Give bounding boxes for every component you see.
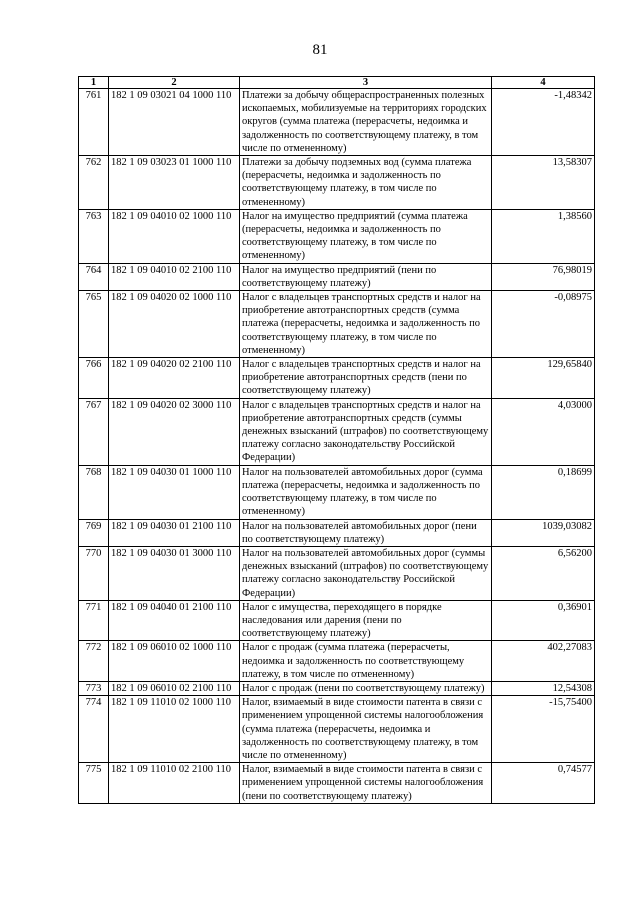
- row-code: 182 1 09 03023 01 1000 110: [109, 156, 240, 210]
- row-code: 182 1 09 04020 02 1000 110: [109, 291, 240, 358]
- row-amount: 12,54308: [492, 681, 595, 695]
- row-amount: 0,18699: [492, 465, 595, 519]
- row-description: Налог с продаж (пени по соответствующему платежу): [240, 681, 492, 695]
- row-number: 769: [79, 519, 109, 546]
- row-number: 775: [79, 763, 109, 804]
- table-row: [79, 763, 595, 804]
- table-row: [79, 358, 595, 399]
- header-col-4: 4: [492, 77, 595, 89]
- table-row: [79, 465, 595, 519]
- page-number: 81: [312, 42, 328, 58]
- row-number: 762: [79, 156, 109, 210]
- table-header-row: [79, 77, 595, 89]
- row-description: Налог на пользователей автомобильных дорог (сумма платежа (перерасчеты, недоимка и задолженность по соответствующему платежу, в том числе по отмененному): [240, 465, 492, 519]
- table-row: [79, 696, 595, 763]
- table-row: [79, 156, 595, 210]
- row-number: 770: [79, 546, 109, 600]
- table-body: [79, 89, 595, 804]
- row-amount: -15,75400: [492, 696, 595, 763]
- row-amount: 13,58307: [492, 156, 595, 210]
- header-col-2: 2: [109, 77, 240, 89]
- row-amount: 6,56200: [492, 546, 595, 600]
- row-number: 773: [79, 681, 109, 695]
- row-number: 766: [79, 358, 109, 399]
- row-code: 182 1 09 06010 02 1000 110: [109, 641, 240, 682]
- table-row: [79, 398, 595, 465]
- row-code: 182 1 09 11010 02 2100 110: [109, 763, 240, 804]
- row-amount: 0,36901: [492, 600, 595, 641]
- header-col-1: 1: [79, 77, 109, 89]
- table-row: [79, 681, 595, 695]
- row-number: 774: [79, 696, 109, 763]
- row-code: 182 1 09 04020 02 2100 110: [109, 358, 240, 399]
- row-amount: 76,98019: [492, 263, 595, 290]
- row-amount: 129,65840: [492, 358, 595, 399]
- row-description: Налог на имущество предприятий (пени по соответствующему платежу): [240, 263, 492, 290]
- table-row: [79, 263, 595, 290]
- table-row: [79, 600, 595, 641]
- row-amount: 4,03000: [492, 398, 595, 465]
- row-code: 182 1 09 04030 01 2100 110: [109, 519, 240, 546]
- row-description: Налог на имущество предприятий (сумма платежа (перерасчеты, недоимка и задолженность по соответствующему платежу, в том числе по отмененному): [240, 209, 492, 263]
- row-description: Налог на пользователей автомобильных дорог (пени по соответствующему платежу): [240, 519, 492, 546]
- table-row: [79, 546, 595, 600]
- row-description: Налог на пользователей автомобильных дорог (суммы денежных взысканий (штрафов) по соответствующему платежу согласно законодательству Российской Федерации): [240, 546, 492, 600]
- row-description: Налог, взимаемый в виде стоимости патента в связи с применением упрощенной системы налогообложения (сумма платежа (перерасчеты, недоимка и задолженность по соответствующему платежу, в том числе по отмененному): [240, 696, 492, 763]
- row-code: 182 1 09 04030 01 3000 110: [109, 546, 240, 600]
- row-code: 182 1 09 04010 02 2100 110: [109, 263, 240, 290]
- row-number: 772: [79, 641, 109, 682]
- table-row: [79, 209, 595, 263]
- row-description: Налог с владельцев транспортных средств и налог на приобретение автотранспортных средств (пени по соответствующему платежу): [240, 358, 492, 399]
- row-description: Налог с владельцев транспортных средств и налог на приобретение автотранспортных средств (сумма платежа (перерасчеты, недоимка и задолженность по соответствующему платежу, в том числе по отмененному): [240, 291, 492, 358]
- row-code: 182 1 09 04010 02 1000 110: [109, 209, 240, 263]
- header-col-3: 3: [240, 77, 492, 89]
- row-number: 763: [79, 209, 109, 263]
- row-code: 182 1 09 03021 04 1000 110: [109, 89, 240, 156]
- row-description: Платежи за добычу общераспространенных полезных ископаемых, мобилизуемые на территориях городских округов (сумма платежа (перерасчеты, недоимка и задолженность по соответствующему платежу, в том числе по отмененному): [240, 89, 492, 156]
- budget-code-table: [78, 76, 595, 804]
- row-description: Платежи за добычу подземных вод (сумма платежа (перерасчеты, недоимка и задолженность по соответствующему платежу, в том числе по отмененному): [240, 156, 492, 210]
- row-amount: -1,48342: [492, 89, 595, 156]
- row-number: 768: [79, 465, 109, 519]
- row-number: 771: [79, 600, 109, 641]
- row-number: 761: [79, 89, 109, 156]
- row-number: 764: [79, 263, 109, 290]
- table-row: [79, 519, 595, 546]
- row-code: 182 1 09 04030 01 1000 110: [109, 465, 240, 519]
- table-row: [79, 89, 595, 156]
- row-description: Налог с имущества, переходящего в порядке наследования или дарения (пени по соответствующему платежу): [240, 600, 492, 641]
- row-description: Налог с продаж (сумма платежа (перерасчеты, недоимка и задолженность по соответствующему платежу, в том числе по отмененному): [240, 641, 492, 682]
- row-description: Налог с владельцев транспортных средств и налог на приобретение автотранспортных средств (суммы денежных взысканий (штрафов) по соответствующему платежу согласно законодательству Российской Федерации): [240, 398, 492, 465]
- row-description: Налог, взимаемый в виде стоимости патента в связи с применением упрощенной системы налогообложения (пени по соответствующему платежу): [240, 763, 492, 804]
- row-amount: 1,38560: [492, 209, 595, 263]
- row-code: 182 1 09 11010 02 1000 110: [109, 696, 240, 763]
- row-code: 182 1 09 04040 01 2100 110: [109, 600, 240, 641]
- row-amount: -0,08975: [492, 291, 595, 358]
- table-row: [79, 641, 595, 682]
- row-code: 182 1 09 04020 02 3000 110: [109, 398, 240, 465]
- row-amount: 0,74577: [492, 763, 595, 804]
- row-number: 765: [79, 291, 109, 358]
- row-number: 767: [79, 398, 109, 465]
- table-row: [79, 291, 595, 358]
- row-code: 182 1 09 06010 02 2100 110: [109, 681, 240, 695]
- row-amount: 402,27083: [492, 641, 595, 682]
- row-amount: 1039,03082: [492, 519, 595, 546]
